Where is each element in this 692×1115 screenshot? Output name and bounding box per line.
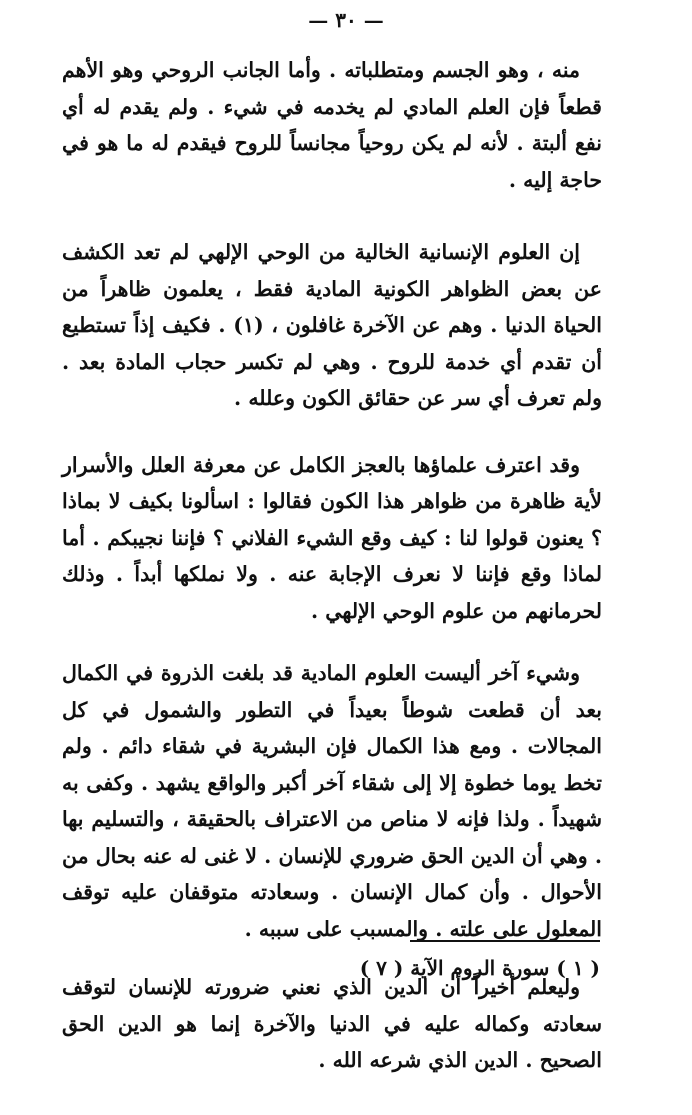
page-number: — ٣٠ — [308,8,384,32]
paragraph-3: وقد اعترف علماؤها بالعجز الكامل عن معرفة العلل والأسرار لأية ظاهرة من ظواهر هذا الكون فقالوا : اسألونا بكيف لا بماذا ؟ يعنون قولوا لنا : كيف وقع الشيء الفلاني ؟ فإننا نجيبكم . أما لماذا وقع فإننا لا نعرف الإجابة عنه . ولا نملكها أبداً . وذلك لحرمانهم من علوم الوحي الإلهي . [62,452,602,623]
footnote: ( ١ ) سورة الروم الآية ( ٧ ) [359,956,600,980]
paragraph-4: وشيء آخر أليست العلوم المادية قد بلغت الذروة في الكمال بعد أن قطعت شوطاً بعيداً في التطور والشمول في كل المجالات . ومع هذا الكمال فإن البشرية في شقاء دائم . ولم تخط يوما خطوة إلا إلى شقاء آخر أكبر والواقع يشهد . وكفى به شهيداً . ولذا فإنه لا مناص من الاعتراف بالحقيقة ، والتسليم بها . وهي أن الدين الحق ضروري للإنسان . لا غنى له عنه بحال من الأحوال . وأن كمال الإنسان . وسعادته متوقفان عليه توقف المعلول على علته . والمسبب على سببه . [62,661,602,941]
paragraph-2: إن العلوم الإنسانية الخالية من الوحي الإلهي لم تعد الكشف عن بعض الظواهر الكونية المادية فقط ، يعلمون ظاهراً من الحياة الدنيا . وهم عن الآخرة غافلون ، (١) . فكيف إذاً تستطيع أن تقدم أي خدمة للروح . وهي لم تكسر حجاب المادة بعد . ولم تعرف أي سر عن حقائق الكون وعلله . [62,240,602,410]
footnote-divider [410,940,600,942]
paragraph-5: وليعلم أخيراً أن الدين الذي نعني ضرورته للإنسان لتوقف سعادته وكماله عليه في الدنيا والآخرة إنما هو الدين الحق الصحيح . الدين الذي شرعه الله . [62,975,602,1072]
paragraph-1: منه ، وهو الجسم ومتطلباته . وأما الجانب الروحي وهو الأهم قطعاً فإن العلم المادي لم يخدمه في شيء . ولم يقدم له أي نفع ألبتة . لأنه لم يكن روحياً مجانساً للروح فيقدم له ما هو في حاجة إليه . [62,58,602,192]
